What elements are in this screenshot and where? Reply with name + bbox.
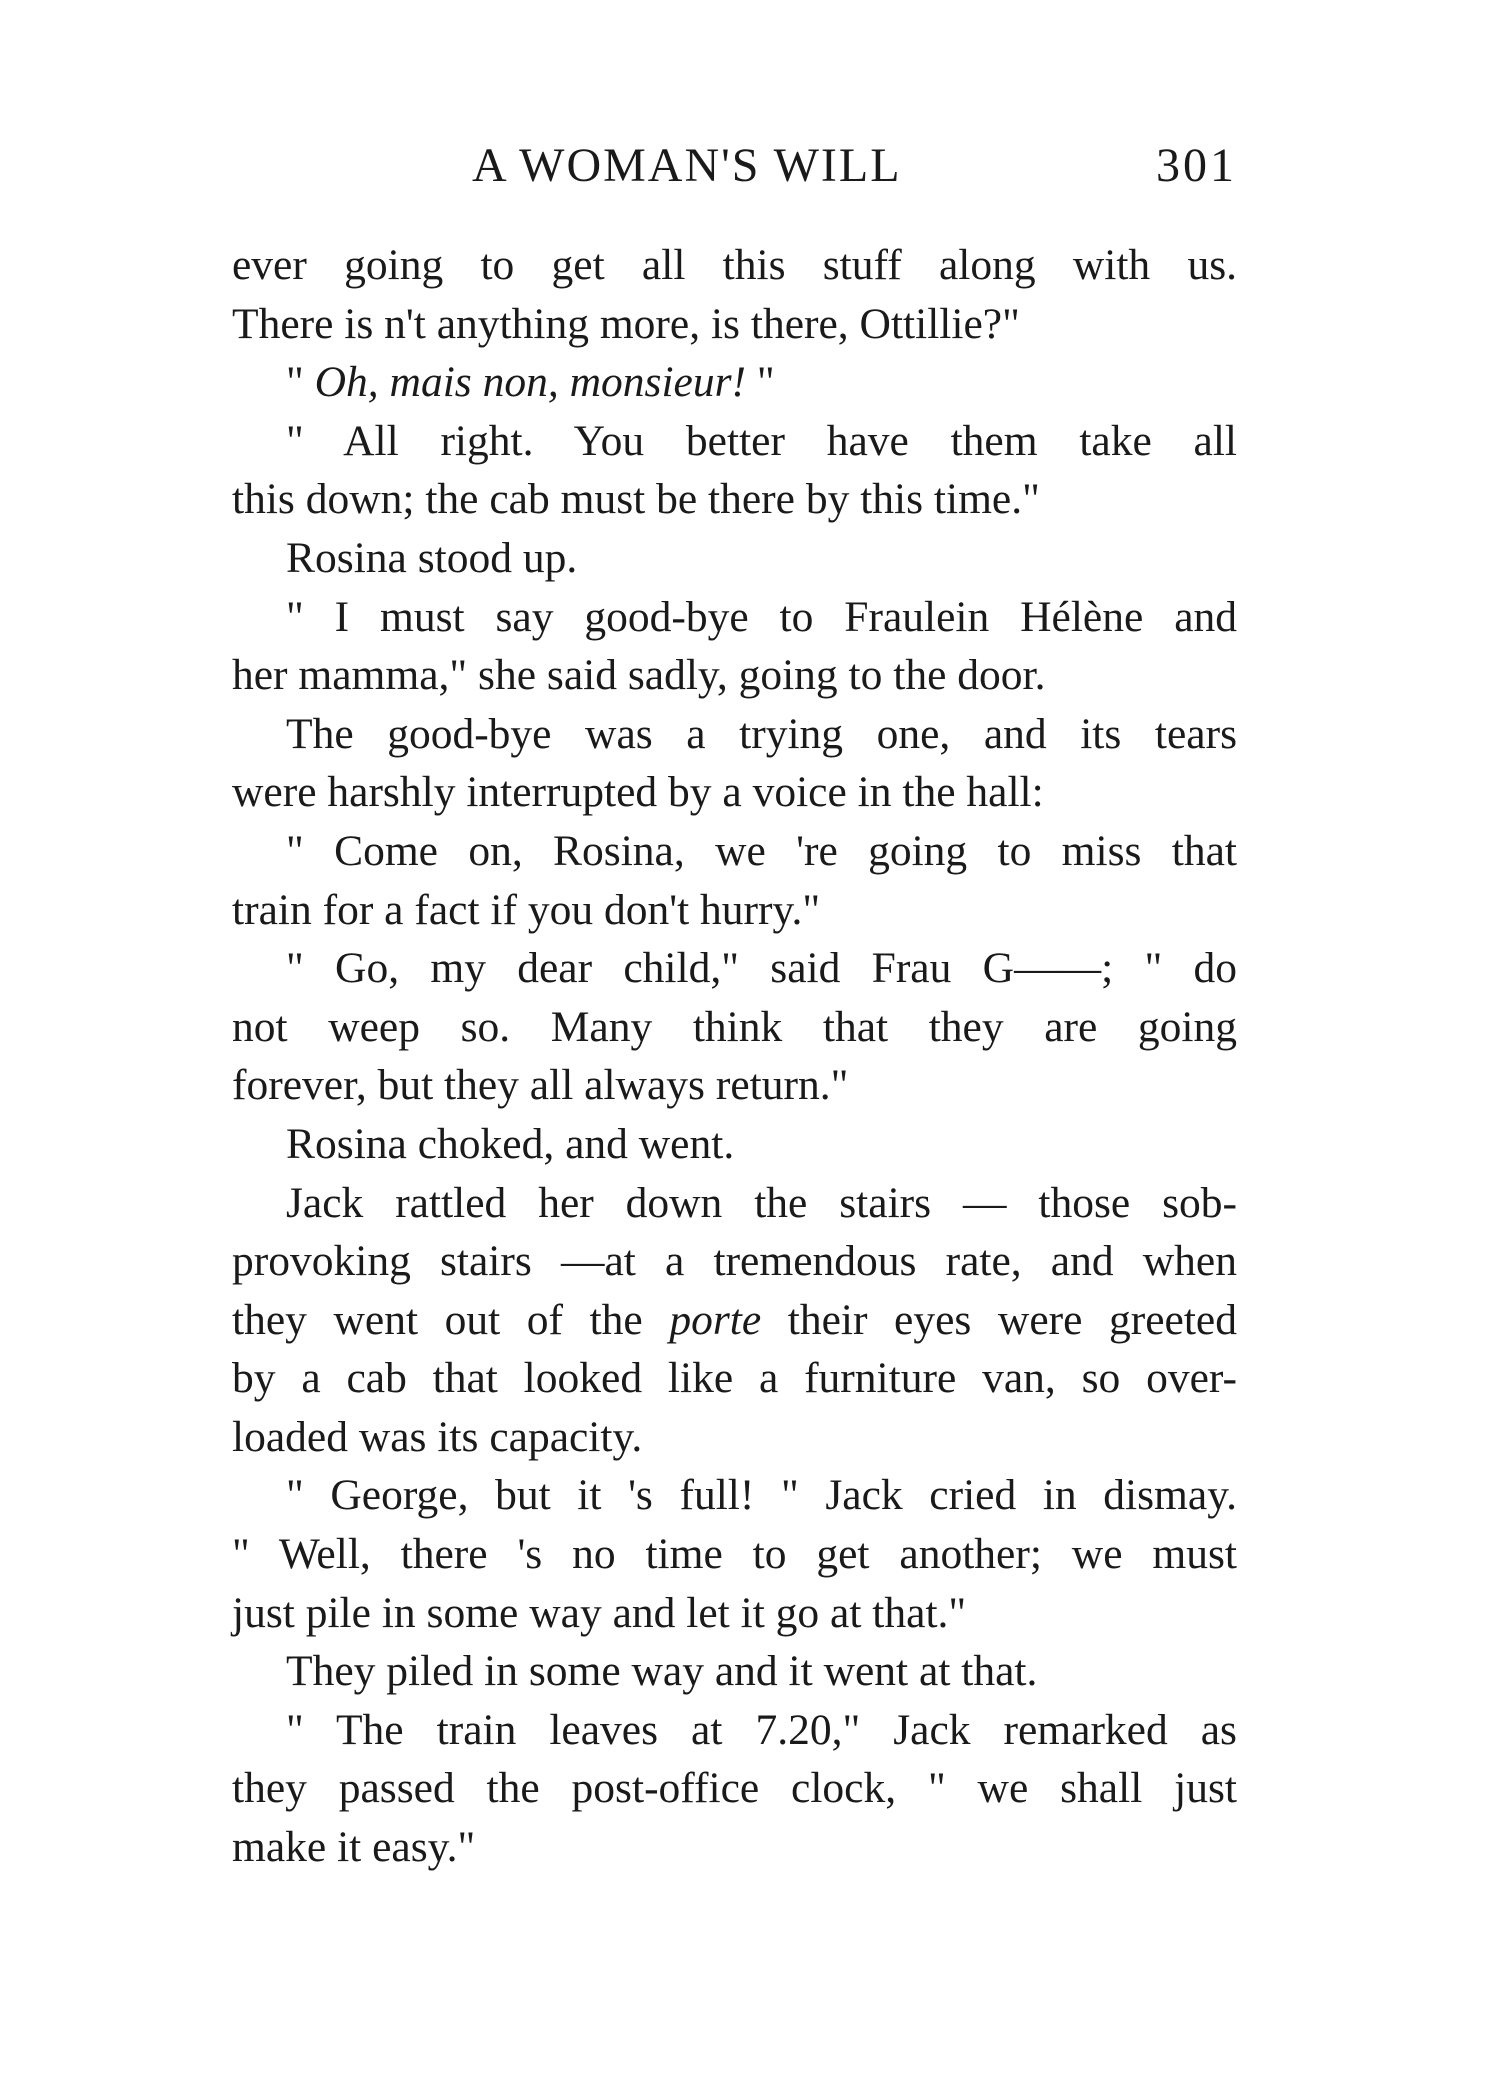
text-line: " Well, there 's no time to get another; we must [232,1530,1237,1579]
italic-segment: Oh, mais non, monsieur! [314,358,747,407]
text-line: just pile in some way and let it go at that." [232,1588,967,1637]
text-segment: " [286,358,315,407]
text-line: ever going to get all this stuff along with us. [232,241,1237,289]
text-line: train for a fact if you don't hurry." [232,885,821,934]
text-line: this down; the cab must be there by this time." [232,475,1040,524]
text-line: There is n't anything more, is there, Ottillie?" [232,299,1020,348]
text-line: They piled in some way and it went at that. [286,1647,1038,1696]
text-line: loaded was its capacity. [232,1412,643,1461]
text-line: by a cab that looked like a furniture van, so over- [232,1354,1237,1403]
italic-segment: porte [669,1295,762,1344]
text-line: " All right. You better have them take all [286,416,1237,465]
text-line: Rosina choked, and went. [286,1119,735,1168]
text-line: The good-bye was a trying one, and its tears [286,709,1237,758]
text-line: " George, but it 's full! " Jack cried in dismay. [286,1471,1237,1520]
text-line: her mamma," she said sadly, going to the door. [232,651,1046,700]
text-line: Jack rattled her down the stairs — those sob- [286,1178,1237,1227]
text-line: provoking stairs —at a tremendous rate, and when [232,1237,1237,1286]
text-line: Rosina stood up. [286,533,578,582]
running-head [232,138,1237,198]
running-title: A WOMAN'S WILL [472,139,902,192]
text-line: " Go, my dear child," said Frau G——; " do [286,944,1237,993]
text-segment: they went out of the [232,1295,670,1344]
text-line [232,1291,1237,1350]
text-line: make it easy." [232,1823,476,1872]
text-line: not weep so. Many think that they are going [232,1002,1237,1051]
page-number: 301 [1156,139,1237,192]
text-line [232,353,1237,412]
text-segment: " [746,358,775,407]
text-line: were harshly interrupted by a voice in the hall: [232,768,1044,817]
text-line: forever, but they all always return." [232,1061,849,1110]
text-segment: their eyes were greeted [761,1295,1237,1344]
text-line: " The train leaves at 7.20," Jack remarked as [286,1705,1237,1754]
text-line: " Come on, Rosina, we 're going to miss that [286,826,1237,875]
text-line: " I must say good-bye to Fraulein Hélène and [286,592,1237,641]
body-text [232,236,1237,1877]
text-line: they passed the post-office clock, " we shall just [232,1764,1237,1813]
